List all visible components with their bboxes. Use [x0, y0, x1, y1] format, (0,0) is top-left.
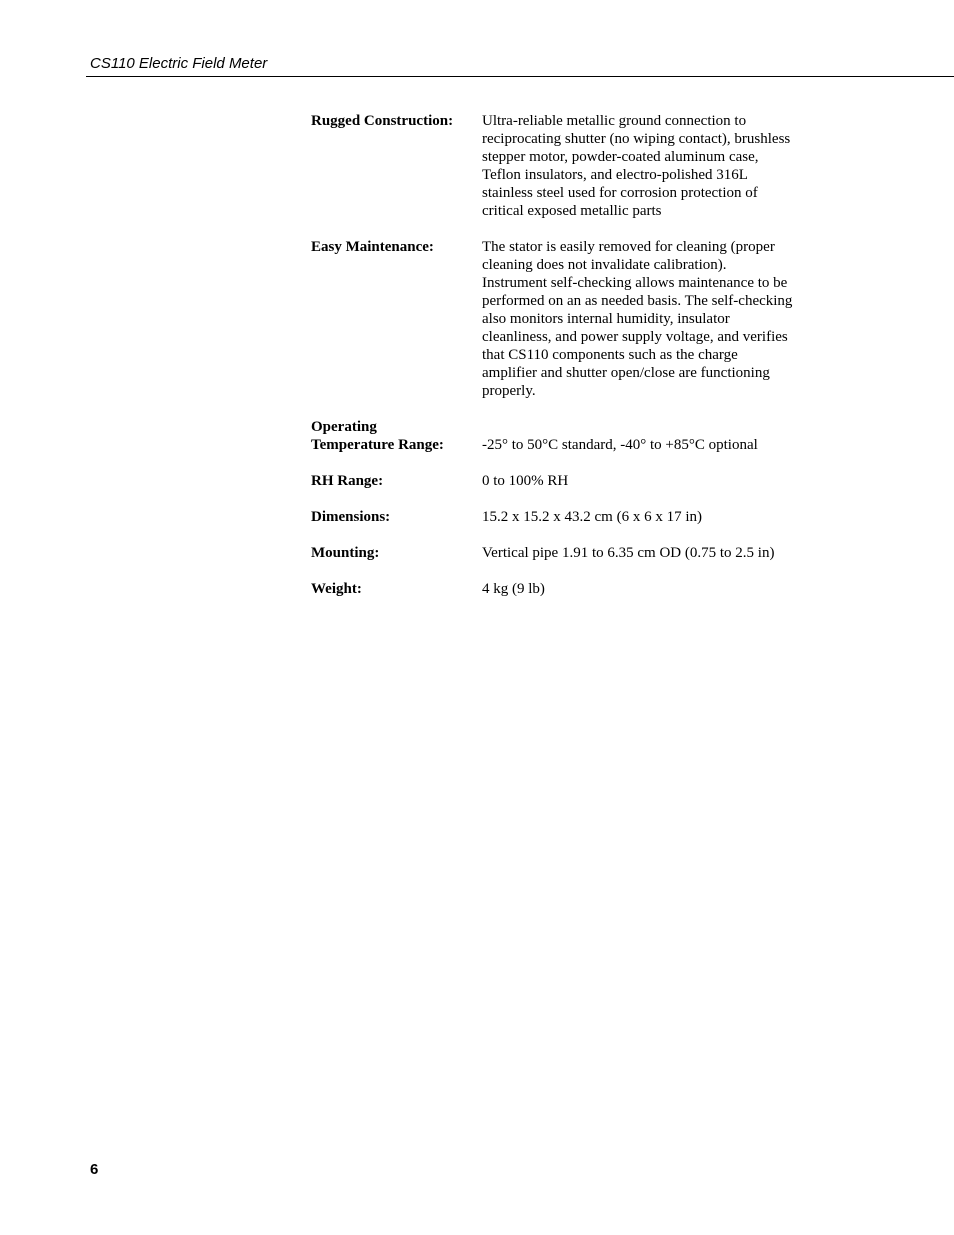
spec-label: Operating Temperature Range:: [311, 419, 444, 453]
spec-value: Ultra-reliable metallic ground connection to reciprocating shutter (no wiping contact), brushless stepper motor, powder-coated aluminum case, Teflon insulators, and electro-polished 316L stainless steel used for corrosion protection of critical exposed metallic parts: [482, 113, 791, 219]
spec-row-rugged-construction: [311, 112, 831, 220]
spec-row-operating-temperature: [311, 418, 831, 454]
page-number: 6: [90, 1161, 99, 1178]
header-rule: [86, 76, 954, 77]
spec-value: 4 kg (9 lb): [482, 581, 545, 597]
spec-row-dimensions: [311, 508, 831, 526]
spec-value: 0 to 100% RH: [482, 473, 569, 489]
spec-value: The stator is easily removed for cleaning (proper cleaning does not invalidate calibration). Instrument self-checking allows maintenance to be performed on an as needed basis. The self-checking also monitors internal humidity, insulator cleanliness, and power supply voltage, and verifies that CS110 components such as the charge amplifier and shutter open/close are functioning properly.: [482, 239, 793, 399]
running-header: CS110 Electric Field Meter: [90, 55, 268, 72]
spec-label: Dimensions:: [311, 509, 391, 525]
spec-row-weight: [311, 580, 831, 598]
spec-label: Easy Maintenance:: [311, 239, 434, 255]
spec-value: -25° to 50°C standard, -40° to +85°C optional: [482, 437, 758, 453]
spec-label: RH Range:: [311, 473, 384, 489]
spec-row-rh-range: [311, 472, 831, 490]
spec-label: Rugged Construction:: [311, 113, 454, 129]
spec-row-easy-maintenance: [311, 238, 831, 400]
spec-list: [311, 112, 831, 616]
spec-value: 15.2 x 15.2 x 43.2 cm (6 x 6 x 17 in): [482, 509, 702, 525]
spec-label: Mounting:: [311, 545, 380, 561]
spec-label: Weight:: [311, 581, 362, 597]
spec-value: Vertical pipe 1.91 to 6.35 cm OD (0.75 to 2.5 in): [482, 545, 775, 561]
spec-row-mounting: [311, 544, 831, 562]
